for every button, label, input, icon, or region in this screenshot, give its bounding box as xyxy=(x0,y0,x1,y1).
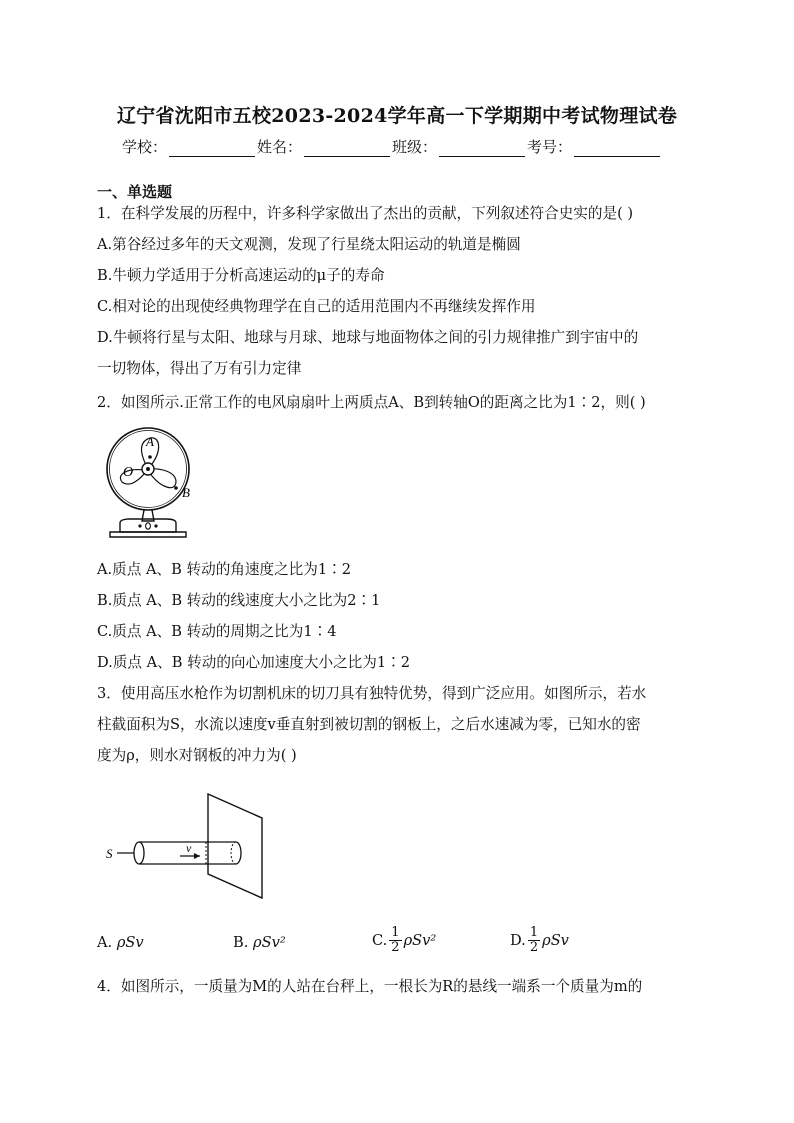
jet-label-v: v xyxy=(186,841,192,855)
school-blank xyxy=(169,142,255,157)
q3-stem-line3: 度为ρ，则水对钢板的冲力为( ) xyxy=(97,747,297,764)
number-blank xyxy=(574,142,660,157)
q2-option-a: A.质点 A、B 转动的角速度之比为1∶2 xyxy=(97,561,352,578)
school-label: 学校： xyxy=(122,138,168,156)
q3-option-a xyxy=(97,934,144,951)
fraction-numerator: 1 xyxy=(391,925,400,940)
q1-option-b: B.牛顿力学适用于分析高速运动的μ子的寿命 xyxy=(97,267,385,284)
q1-stem: 1．在科学发展的历程中，许多科学家做出了杰出的贡献，下列叙述符合史实的是( ) xyxy=(97,205,634,222)
number-label: 考号： xyxy=(527,138,573,156)
q1-option-d-line1: D.牛顿将行星与太阳、地球与月球、地球与地面物体之间的引力规律推广到宇宙中的 xyxy=(97,329,639,346)
q3-option-a-value: ρSv xyxy=(116,934,144,951)
q3-option-b xyxy=(233,934,286,951)
water-jet-figure xyxy=(100,790,280,902)
q1-option-a: A.第谷经过多年的天文观测，发现了行星绕太阳运动的轨道是椭圆 xyxy=(97,236,521,253)
q3-option-c-value: ρSv² xyxy=(403,932,437,949)
fan-label-o: O xyxy=(123,465,134,480)
q3-option-a-key: A. xyxy=(97,934,113,951)
name-label: 姓名： xyxy=(257,138,303,156)
page-title: 辽宁省沈阳市五校2023-2024学年高一下学期期中考试物理试卷 xyxy=(116,105,678,127)
q1-option-c: C.相对论的出现使经典物理学在自己的适用范围内不再继续发挥作用 xyxy=(97,298,536,315)
q4-stem: 4．如图所示，一质量为M的人站在台秤上，一根长为R的悬线一端系一个质量为m的 xyxy=(97,978,643,995)
q3-option-c-fraction xyxy=(389,926,401,955)
fraction-denominator: 2 xyxy=(529,940,539,955)
q3-option-d-fraction xyxy=(528,926,540,955)
student-info-row xyxy=(122,136,662,157)
q2-stem: 2．如图所示.正常工作的电风扇扇叶上两质点A、B到转轴O的距离之比为1∶2，则( ) xyxy=(97,394,646,411)
q3-option-d xyxy=(510,926,569,955)
q3-option-d-value: ρSv xyxy=(542,932,569,949)
fraction-numerator: 1 xyxy=(529,925,539,940)
class-blank xyxy=(439,142,525,157)
q3-stem-line2: 柱截面积为S，水流以速度v垂直射到被切割的钢板上，之后水速减为零，已知水的密 xyxy=(97,716,641,733)
q3-option-b-value: ρSv² xyxy=(253,934,286,951)
fraction-denominator: 2 xyxy=(391,940,400,955)
q1-option-d-line2: 一切物体，得出了万有引力定律 xyxy=(97,360,302,377)
q3-stem-line1: 3．使用高压水枪作为切割机床的切刀具有独特优势，得到广泛应用。如图所示，若水 xyxy=(97,685,647,702)
q2-option-d: D.质点 A、B 转动的向心加速度大小之比为1∶2 xyxy=(97,654,411,671)
electric-fan-figure xyxy=(100,424,200,542)
q2-option-b: B.质点 A、B 转动的线速度大小之比为2∶1 xyxy=(97,592,381,609)
q3-option-c-key: C. xyxy=(372,932,388,949)
q3-option-d-key: D. xyxy=(510,932,526,949)
fan-label-b: B xyxy=(182,485,190,500)
q3-option-c xyxy=(372,926,436,955)
class-label: 班级： xyxy=(392,138,438,156)
jet-label-s: S xyxy=(106,846,113,861)
name-blank xyxy=(304,142,390,157)
fan-label-a: A xyxy=(146,434,154,449)
section-heading: 一、单选题 xyxy=(97,183,173,201)
q3-option-b-key: B. xyxy=(233,934,249,951)
q2-option-c: C.质点 A、B 转动的周期之比为1∶4 xyxy=(97,623,337,640)
